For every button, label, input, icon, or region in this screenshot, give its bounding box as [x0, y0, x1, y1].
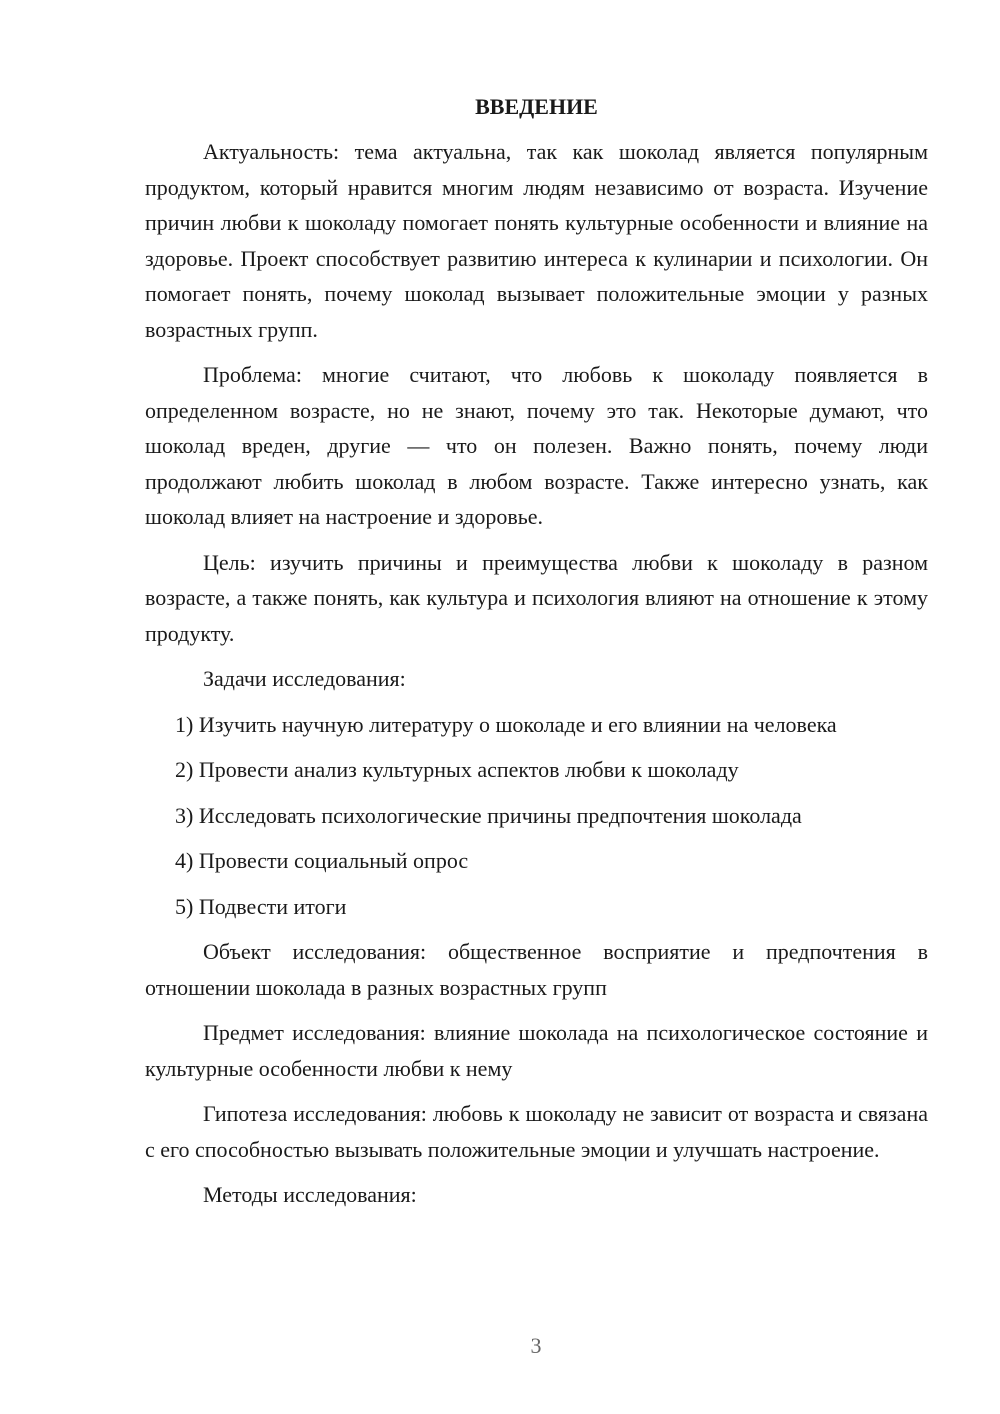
- paragraph-object: Объект исследования: общественное восприятие и предпочтения в отношении шоколада в разных возрастных групп: [145, 939, 928, 1000]
- methods-title: Методы исследования:: [203, 1182, 417, 1207]
- paragraph-subject: Предмет исследования: влияние шоколада на психологическое состояние и культурные особенности любви к нему: [145, 1020, 928, 1081]
- task-item-5: 5) Подвести итоги: [175, 893, 347, 919]
- task-item-3: 3) Исследовать психологические причины предпочтения шоколада: [175, 802, 802, 828]
- document-page: [145, 92, 928, 1223]
- task-item-2: 2) Провести анализ культурных аспектов любви к шоколаду: [175, 757, 739, 782]
- paragraph-goal: Цель: изучить причины и преимущества любви к шоколаду в разном возрасте, а также понять, как культура и психология влияют на отношение к этому продукту.: [145, 549, 928, 646]
- page-number: 3: [530, 1333, 542, 1358]
- task-item-4: 4) Провести социальный опрос: [175, 848, 469, 873]
- paragraph-hypothesis: Гипотеза исследования: любовь к шоколаду не зависит от возраста и связана с его способностью вызывать положительные эмоции и улучшать настроение.: [145, 1101, 928, 1162]
- section-heading: ВВЕДЕНИЕ: [475, 94, 598, 119]
- paragraph-relevance: Актуальность: тема актуальна, так как шоколад является популярным продуктом, который нравится многим людям независимо от возраста. Изучение причин любви к шоколаду помогает понять культурные особенности и влияние на здоровье. Проект способствует развитию интереса к кулинарии и психологии. Он помогает понять, почему шоколад вызывает положительные эмоции у разных возрастных групп.: [145, 139, 928, 342]
- task-item-1: 1) Изучить научную литературу о шоколаде и его влиянии на человека: [175, 711, 837, 737]
- paragraph-problem: Проблема: многие считают, что любовь к шоколаду появляется в определенном возрасте, но не знают, почему это так. Некоторые думают, что шоколад вреден, другие — что он полезен. Важно понять, почему люди продолжают любить шоколад в любом возрасте. Также интересно узнать, как шоколад влияет на настроение и здоровье.: [145, 362, 928, 529]
- tasks-title: Задачи исследования:: [203, 666, 406, 691]
